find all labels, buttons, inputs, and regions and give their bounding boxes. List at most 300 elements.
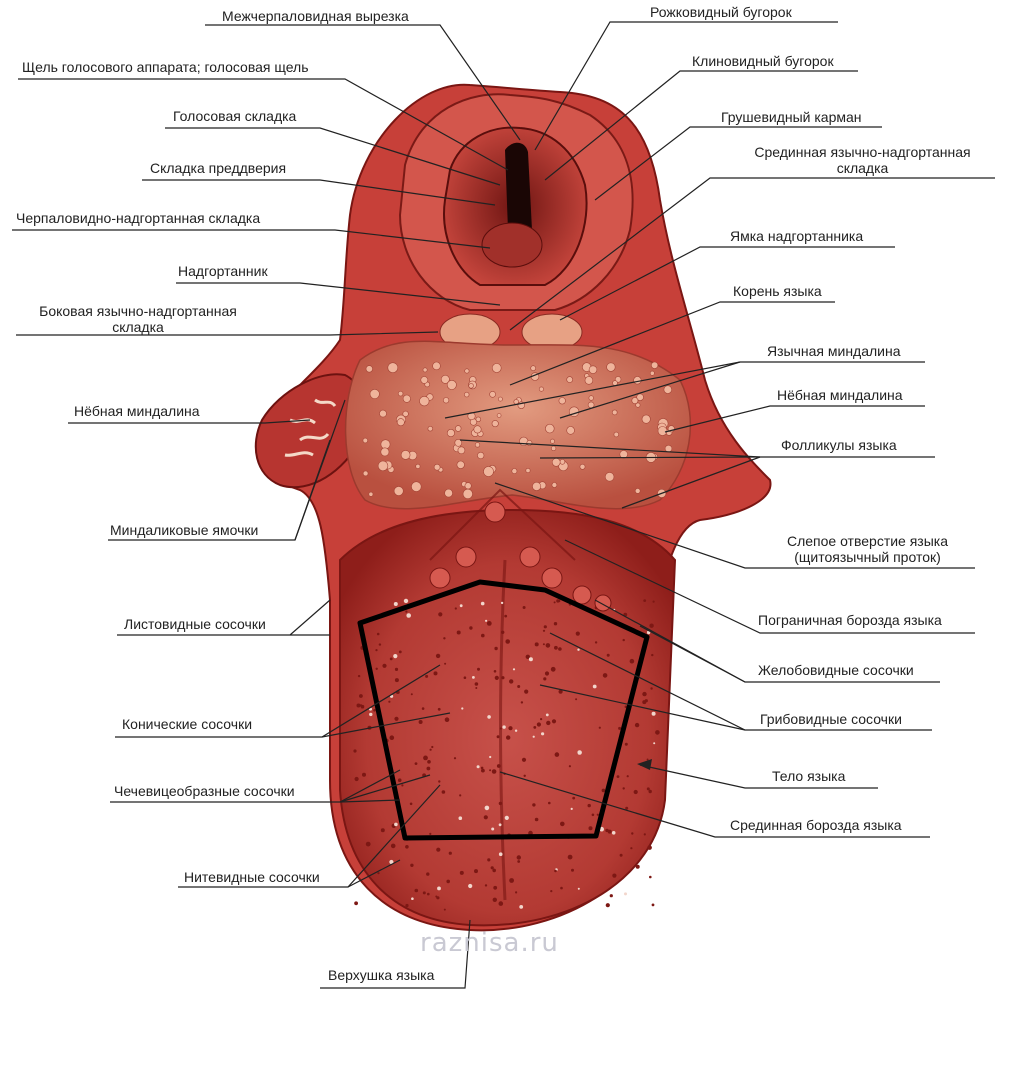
papilla-dot xyxy=(497,764,501,768)
papilla-dot xyxy=(438,780,440,782)
papilla-dot xyxy=(501,602,503,604)
follicle-dot xyxy=(464,392,469,397)
papilla-dot xyxy=(546,721,550,725)
papilla-dot xyxy=(493,898,497,902)
papilla-dot xyxy=(610,894,613,897)
papilla-dot xyxy=(623,639,625,641)
papilla-dot xyxy=(623,787,625,789)
label-cuneiform-tubercle: Клиновидный бугорок xyxy=(692,53,834,69)
papilla-dot xyxy=(606,903,610,907)
label-foramen-cecum xyxy=(760,533,975,565)
papilla-dot xyxy=(505,639,510,644)
papilla-dot xyxy=(652,904,655,907)
papilla-dot xyxy=(436,896,439,899)
papilla-dot xyxy=(401,784,403,786)
label-foramen-cecum-l2: (щитоязычный проток) xyxy=(794,549,941,565)
follicle-dot xyxy=(388,363,398,373)
papilla-dot xyxy=(545,671,549,675)
follicle-dot xyxy=(403,411,409,417)
label-median-glossoepiglottic-fold-l1: Срединная язычно-надгортанная xyxy=(754,144,971,160)
follicle-dot xyxy=(457,461,465,469)
papilla-dot xyxy=(487,621,492,626)
papilla-dot xyxy=(415,762,418,765)
follicle-dot xyxy=(403,395,410,402)
papilla-dot xyxy=(618,727,621,730)
follicle-dot xyxy=(397,419,404,426)
follicle-dot xyxy=(531,366,536,371)
label-vallecula: Ямка надгортанника xyxy=(730,228,864,244)
papilla-dot xyxy=(489,756,491,758)
papilla-dot xyxy=(369,713,372,716)
papilla-dot xyxy=(515,891,517,893)
follicle-dot xyxy=(526,468,530,472)
papilla-dot xyxy=(444,909,446,911)
papilla-dot xyxy=(434,671,438,675)
label-epiglottis: Надгортанник xyxy=(178,263,268,279)
label-rima-glottidis: Щель голосового аппарата; голосовая щель xyxy=(22,59,309,75)
follicle-dot xyxy=(492,420,498,426)
papilla-dot xyxy=(484,815,488,819)
label-median-glossoepiglottic-fold-l2: складка xyxy=(836,160,889,176)
papilla-dot xyxy=(398,778,402,782)
papilla-dot xyxy=(437,887,441,891)
papilla-dot xyxy=(651,654,653,656)
papilla-dot xyxy=(504,615,507,618)
papilla-dot xyxy=(560,887,563,890)
papilla-dot xyxy=(513,668,515,670)
papilla-dot xyxy=(444,663,446,665)
papilla-dot xyxy=(540,718,542,720)
label-apex: Верхушка языка xyxy=(328,967,435,983)
follicle-dot xyxy=(532,482,540,490)
papilla-dot xyxy=(493,886,497,890)
papilla-dot xyxy=(568,855,573,860)
follicle-dot xyxy=(651,362,658,369)
papilla-dot xyxy=(569,765,571,767)
follicle-dot xyxy=(465,483,471,489)
follicle-dot xyxy=(398,391,403,396)
papilla-dot xyxy=(550,890,552,892)
papilla-dot xyxy=(554,870,557,873)
papilla-dot xyxy=(548,802,551,805)
follicle-dot xyxy=(381,440,390,449)
papilla-dot xyxy=(537,722,541,726)
papilla-dot xyxy=(635,723,639,727)
papilla-dot xyxy=(489,769,491,771)
label-palatine-tonsil-right: Нёбная миндалина xyxy=(777,387,903,403)
epiglottis-bulge xyxy=(482,223,542,267)
papilla-dot xyxy=(377,872,379,874)
label-tongue-root: Корень языка xyxy=(733,283,822,299)
papilla-dot xyxy=(443,637,445,639)
papilla-dot xyxy=(508,726,512,730)
papilla-dot xyxy=(422,707,425,710)
papilla-dot xyxy=(354,901,358,905)
follicle-dot xyxy=(401,450,410,459)
papilla-dot xyxy=(455,607,457,609)
follicle-dot xyxy=(369,492,373,496)
follicle-dot xyxy=(394,486,403,495)
papilla-dot xyxy=(475,687,477,689)
papilla-dot xyxy=(362,773,366,777)
papilla-dot xyxy=(499,901,504,906)
papilla-dot xyxy=(572,797,575,800)
follicle-dot xyxy=(474,426,481,433)
papilla-dot xyxy=(647,845,652,850)
papilla-dot xyxy=(617,775,620,778)
label-foliate-papillae: Листовидные сосочки xyxy=(124,616,266,632)
papilla-dot xyxy=(560,822,565,827)
label-vallate-papillae: Желобовидные сосочки xyxy=(758,662,914,678)
follicle-dot xyxy=(539,387,543,391)
label-lateral-glossoepiglottic-fold-l2: складка xyxy=(112,319,164,335)
papilla-dot xyxy=(469,626,472,629)
papilla-dot xyxy=(481,769,485,773)
papilla-dot xyxy=(647,759,649,761)
follicle-dot xyxy=(550,439,554,443)
papilla-dot xyxy=(410,864,413,867)
papilla-dot xyxy=(492,769,497,774)
follicle-dot xyxy=(605,472,614,481)
papilla-dot xyxy=(571,869,574,872)
follicle-dot xyxy=(497,414,501,418)
follicle-dot xyxy=(370,389,379,398)
papilla-dot xyxy=(650,687,652,689)
follicle-dot xyxy=(458,447,465,454)
papilla-dot xyxy=(554,601,556,603)
follicle-dot xyxy=(519,437,528,446)
papilla-dot xyxy=(353,749,356,752)
papilla-dot xyxy=(474,869,478,873)
papilla-dot xyxy=(612,831,616,835)
watermark: raznisa.ru xyxy=(420,928,559,958)
follicle-dot xyxy=(632,398,638,404)
papilla-dot xyxy=(519,905,523,909)
papilla-dot xyxy=(438,708,441,711)
follicle-dot xyxy=(411,482,421,492)
follicle-dot xyxy=(665,445,672,452)
papilla-dot xyxy=(506,735,510,739)
follicle-dot xyxy=(614,432,619,437)
papilla-dot xyxy=(475,682,479,686)
papilla-dot xyxy=(472,676,475,679)
papilla-dot xyxy=(630,659,635,664)
follicle-dot xyxy=(363,471,368,476)
papilla-dot xyxy=(427,760,431,764)
follicle-dot xyxy=(380,410,387,417)
papilla-dot xyxy=(379,643,381,645)
papilla-dot xyxy=(423,891,426,894)
papilla-dot xyxy=(624,892,627,895)
papilla-dot xyxy=(419,720,423,724)
label-lateral-glossoepiglottic-fold xyxy=(22,303,254,335)
follicle-dot xyxy=(552,483,557,488)
papilla-dot xyxy=(381,828,385,832)
papilla-dot xyxy=(592,814,595,817)
papilla-dot xyxy=(426,872,429,875)
follicle-dot xyxy=(477,452,484,459)
follicle-dot xyxy=(416,464,420,468)
label-median-sulcus: Срединная борозда языка xyxy=(730,817,902,833)
follicle-dot xyxy=(567,377,573,383)
follicle-dot xyxy=(381,448,389,456)
papilla-dot xyxy=(429,833,431,835)
follicle-dot xyxy=(465,369,469,373)
papilla-dot xyxy=(436,848,440,852)
label-tongue-body: Тело языка xyxy=(772,768,846,784)
papilla-dot xyxy=(630,847,632,849)
papilla-dot xyxy=(627,775,629,777)
follicle-dot xyxy=(463,489,473,499)
papilla-dot xyxy=(411,897,414,900)
label-lingual-follicles: Фолликулы языка xyxy=(781,437,897,453)
label-lingual-tonsil: Язычная миндалина xyxy=(767,343,901,359)
papilla-dot xyxy=(405,611,407,613)
papilla-dot xyxy=(571,808,573,810)
papilla-dot xyxy=(427,893,430,896)
follicle-dot xyxy=(650,371,654,375)
follicle-dot xyxy=(490,391,496,397)
papilla-dot xyxy=(576,632,580,636)
papilla-dot xyxy=(411,693,413,695)
papilla-dot xyxy=(485,806,490,811)
papilla-dot xyxy=(501,676,504,679)
papilla-dot xyxy=(652,712,656,716)
papilla-dot xyxy=(390,658,393,661)
follicle-dot xyxy=(642,415,650,423)
follicle-dot xyxy=(607,363,616,372)
papilla-dot xyxy=(521,701,523,703)
papilla-dot xyxy=(461,707,463,709)
papilla-dot xyxy=(644,833,646,835)
papilla-dot xyxy=(578,888,580,890)
papilla-dot xyxy=(544,625,547,628)
follicle-dot xyxy=(433,362,441,370)
label-palatine-tonsil-left: Нёбная миндалина xyxy=(74,403,200,419)
papilla-dot xyxy=(355,777,359,781)
papilla-dot xyxy=(509,878,514,883)
papilla-dot xyxy=(477,765,480,768)
follicle-dot xyxy=(378,461,388,471)
papilla-dot xyxy=(405,845,409,849)
papilla-dot xyxy=(491,828,494,831)
papilla-dot xyxy=(491,866,494,869)
papilla-dot xyxy=(625,807,628,810)
label-conical-papillae: Конические сосочки xyxy=(122,716,253,732)
papilla-dot xyxy=(524,690,528,694)
follicle-dot xyxy=(589,366,597,374)
follicle-dot xyxy=(498,397,502,401)
papilla-dot xyxy=(468,884,472,888)
papilla-dot xyxy=(495,676,499,680)
papilla-dot xyxy=(649,876,652,879)
follicle-dot xyxy=(585,377,593,385)
papilla-dot xyxy=(577,750,582,755)
papilla-dot xyxy=(358,675,360,677)
papilla-dot xyxy=(394,823,398,827)
papilla-dot xyxy=(577,649,579,651)
follicle-dot xyxy=(423,368,427,372)
papilla-dot xyxy=(438,612,442,616)
papilla-dot xyxy=(359,694,363,698)
papilla-dot xyxy=(517,685,520,688)
papilla-dot xyxy=(533,736,535,738)
follicle-dot xyxy=(545,424,554,433)
papilla-dot xyxy=(446,880,450,884)
label-aryepiglottic-fold: Черпаловидно-надгортанная складка xyxy=(16,210,261,226)
papilla-dot xyxy=(487,715,491,719)
papilla-dot xyxy=(376,668,378,670)
follicle-dot xyxy=(492,364,501,373)
follicle-dot xyxy=(567,427,575,435)
papilla-dot xyxy=(415,889,419,893)
follicle-dot xyxy=(447,429,454,436)
papilla-dot xyxy=(634,790,638,794)
papilla-dot xyxy=(631,832,633,834)
papilla-dot xyxy=(523,606,526,609)
follicle-dot xyxy=(475,443,480,448)
papilla-dot xyxy=(500,728,502,730)
papilla-dot xyxy=(636,865,640,869)
follicle-dot xyxy=(658,427,667,436)
follicle-dot xyxy=(580,464,585,469)
papilla-dot xyxy=(603,673,608,678)
label-vocal-fold: Голосовая складка xyxy=(173,108,297,124)
papilla-dot xyxy=(395,678,399,682)
papilla-dot xyxy=(459,816,463,820)
papilla-dot xyxy=(546,643,551,648)
label-piriform-recess: Грушевидный карман xyxy=(721,109,862,125)
follicle-dot xyxy=(476,417,481,422)
papilla-dot xyxy=(546,714,549,717)
papilla-dot xyxy=(649,790,652,793)
label-filiform-papillae: Нитевидные сосочки xyxy=(184,869,320,885)
follicle-dot xyxy=(484,467,494,477)
papilla-dot xyxy=(485,620,487,622)
follicle-dot xyxy=(455,426,461,432)
papilla-dot xyxy=(449,852,452,855)
papilla-dot xyxy=(607,654,610,657)
follicle-dot xyxy=(559,398,566,405)
follicle-dot xyxy=(443,398,449,404)
papilla-dot xyxy=(554,646,558,650)
papilla-dot xyxy=(522,758,526,762)
papilla-dot xyxy=(410,803,413,806)
papilla-dot xyxy=(430,749,432,751)
follicle-dot xyxy=(512,469,517,474)
papilla-dot xyxy=(517,860,520,863)
label-foramen-cecum-l1: Слепое отверстие языка xyxy=(786,533,949,549)
papilla-dot xyxy=(423,756,428,761)
papilla-dot xyxy=(529,657,533,661)
papilla-dot xyxy=(501,631,504,634)
papilla-dot xyxy=(642,692,646,696)
papilla-dot xyxy=(533,726,536,729)
label-lateral-glossoepiglottic-fold-l1: Боковая язычно-надгортанная xyxy=(39,303,237,319)
papilla-dot xyxy=(445,717,450,722)
papilla-dot xyxy=(395,668,398,671)
follicle-dot xyxy=(421,377,428,384)
papilla-dot xyxy=(517,855,521,859)
follicle-dot xyxy=(588,402,594,408)
papilla-dot xyxy=(543,677,546,680)
papilla-dot xyxy=(499,823,502,826)
papilla-dot xyxy=(485,884,487,886)
label-lenticular-papillae: Чечевицеобразные сосочки xyxy=(114,783,295,799)
follicle-dot xyxy=(612,410,617,415)
papilla-dot xyxy=(551,667,556,672)
papilla-dot xyxy=(436,654,440,658)
papilla-dot xyxy=(543,643,545,645)
papilla-dot xyxy=(558,647,562,651)
papilla-dot xyxy=(377,633,380,636)
papilla-dot xyxy=(390,735,395,740)
follicle-dot xyxy=(589,396,594,401)
papilla-dot xyxy=(543,630,545,632)
papilla-dot xyxy=(588,804,591,807)
papilla-dot xyxy=(554,622,557,625)
papilla-dot xyxy=(620,854,623,857)
follicle-dot xyxy=(363,438,368,443)
papilla-dot xyxy=(497,735,500,738)
follicle-dot xyxy=(551,446,556,451)
follicle-dot xyxy=(445,489,453,497)
label-vestibular-fold: Складка преддверия xyxy=(150,160,287,176)
label-median-glossoepiglottic-fold xyxy=(735,144,990,176)
follicle-dot xyxy=(635,488,640,493)
follicle-dot xyxy=(514,399,519,404)
papilla-dot xyxy=(643,599,646,602)
follicle-dot xyxy=(552,458,560,466)
papilla-dot xyxy=(382,664,386,668)
papilla-dot xyxy=(425,675,428,678)
papilla-dot xyxy=(625,743,628,746)
papilla-dot xyxy=(556,599,559,602)
follicle-dot xyxy=(428,426,433,431)
papilla-dot xyxy=(597,814,599,816)
papilla-dot xyxy=(555,752,560,757)
follicle-dot xyxy=(469,383,474,388)
follicle-dot xyxy=(634,377,642,385)
papilla-dot xyxy=(502,725,505,728)
papilla-dot xyxy=(653,742,655,744)
label-corniculate-tubercle: Рожковидный бугорок xyxy=(650,4,792,20)
papilla-dot xyxy=(535,642,539,646)
papilla-dot xyxy=(427,767,431,771)
papilla-dot xyxy=(505,816,509,820)
follicle-dot xyxy=(447,380,456,389)
papilla-dot xyxy=(431,746,433,748)
papilla-dot xyxy=(459,794,461,796)
follicle-dot xyxy=(560,459,565,464)
papilla-dot xyxy=(608,830,612,834)
label-fungiform-papillae: Грибовидные сосочки xyxy=(760,711,902,727)
papilla-dot xyxy=(457,631,461,635)
follicle-dot xyxy=(420,396,430,406)
papilla-dot xyxy=(454,757,456,759)
papilla-dot xyxy=(373,709,376,712)
papilla-dot xyxy=(575,698,577,700)
papilla-dot xyxy=(464,676,467,679)
papilla-dot xyxy=(599,727,601,729)
papilla-dot xyxy=(532,803,535,806)
papilla-dot xyxy=(602,789,606,793)
papilla-dot xyxy=(375,649,377,651)
papilla-dot xyxy=(388,701,390,703)
papilla-dot xyxy=(593,685,597,689)
label-tonsillar-crypts: Миндаликовые ямочки xyxy=(110,522,259,538)
papilla-dot xyxy=(460,604,463,607)
